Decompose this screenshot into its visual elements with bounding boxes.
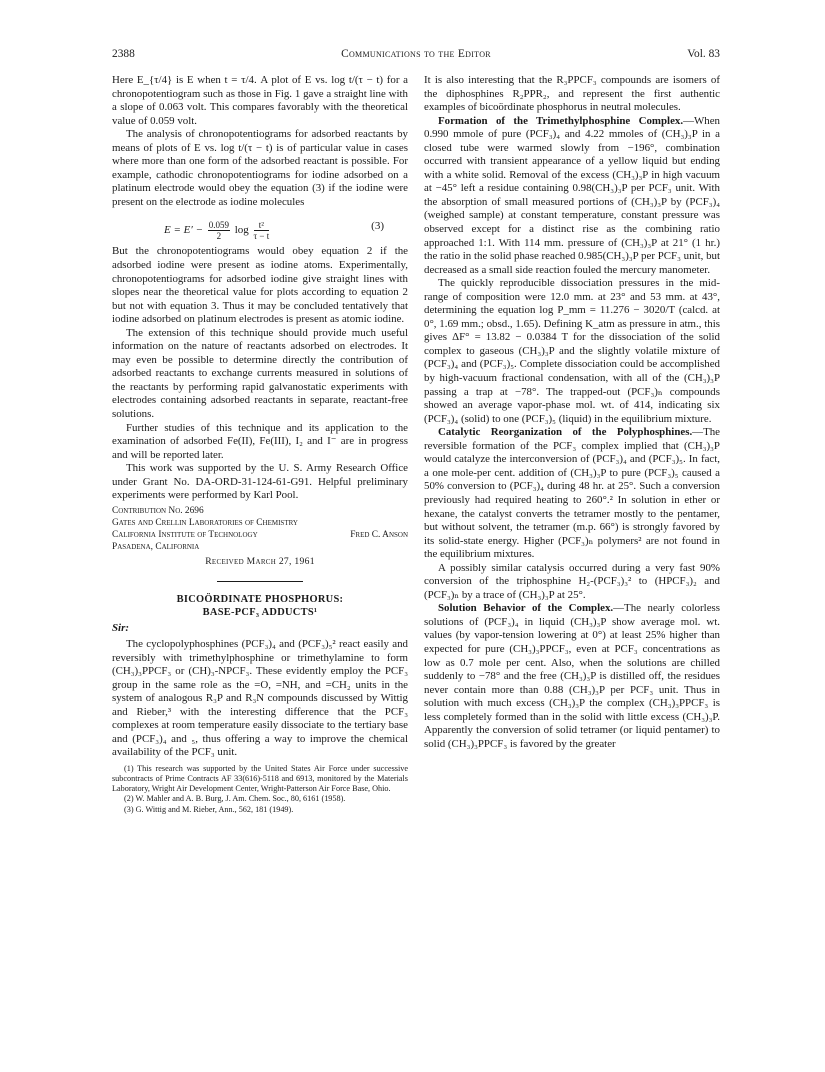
paragraph: [424, 602, 720, 751]
paragraph: [424, 426, 720, 561]
equation-fraction: [254, 220, 270, 241]
right-column: [424, 74, 720, 751]
paragraph: The quickly reproducible dissociation pressures in the mid-range of composition were 12.0 mm. at 23° and 53 mm. at 43°, determining the equation log P_mm = 11.276 − 3020/T (calcd. at 0°, 1.69 mm.; obsd., 1.65). Defining K_atm as pressure in atm., this gives ΔF° = 13.82 − 0.0384 T for the dissociation of the solid complex to gaseous (CH₃)₃P and the slightly volatile mixture of (PCF₃)₄ and (PCF₃)₅. Complete dissociation could be accomplished by high-vacuum fractional condensation, with all of the (CH₃)₃P passing a trap at −78°. The trapped-out (PCF₃)ₙ compounds showed an average vapor-phase mol. wt. of 414, indicating six (PCF₃)₄ (solid) to one (PCF₃)₅ (liquid) in the equilibrium mixture.: [424, 277, 720, 425]
paragraph: The analysis of chronopotentiograms for adsorbed reactants by means of plots of E vs. log t/(τ − t) is of particular value in cases where more than one form of the adsorbed reactant is possible. For example, cathodic chronopotentiograms for iodine adsorbed on a platinum electrode would obey the equation (3) if the iodine were present on the electrode as iodine molecules: [112, 128, 408, 208]
equation-body: [164, 220, 271, 241]
author-name: Fred C. Anson: [350, 529, 408, 540]
paragraph-text: —When 0.990 mmole of pure (PCF₃)₄ and 4.22 mmoles of (CH₃)₃P in a closed tube were warmed slowly from −196°, combination occurred with transient appearance of a yellow liquid but ending with a white solid. Removal of the excess (CH₃)₃P in high vacuum at −45° left a residue containing 0.98(CH₃)₃P per PCF₃ unit. With the absorption of small measured portions of (CH₃)₃P by (PCF₃)₄ (weighed sample) at constant temperature, constant pressure was observed except for a distinct rise as the combining ratio approached 1:1. With 114 mm. pressure of (CH₃)₃P at 21° (1 hr.) the ratio in the solid phase reached 0.985(CH₃)₃P per PCF₃ unit, but decreased as a small side reaction fouled the mercury manometer.: [424, 114, 720, 276]
paragraph: Here E_{τ/4} is E when t = τ/4. A plot of E vs. log t/(τ − t) for a chronopotentiogram such as those in Fig. 1 gave a straight line with a slope of 0.063 volt. This compares favorably with the theoretical value of 0.059 volt.: [112, 74, 408, 127]
city: Pasadena, California: [112, 541, 200, 552]
section-divider: [217, 581, 303, 582]
journal-section-title: Communications to the Editor: [341, 48, 491, 60]
page-number: 2388: [112, 48, 135, 60]
footnote-1: (1) This research was supported by the United States Air Force under successive subcontracts of Prime Contracts AF 33(616)-5118 and 6913, monitored by the Materials Laboratory, Wright Air Development Center, Wright-Patterson Air Force Base, Ohio.: [112, 763, 408, 794]
section-heading: Catalytic Reorganization of the Polyphosphines.: [438, 426, 693, 439]
paragraph-text: —The nearly colorless solutions of (PCF₃)₄ in liquid (CH₃)₃P show average mol. wt. values (by vapor-tension lowering at 0°) at least 25% higher than expected for pure (CH₃)₃PPCF₃, even at PCF₃ concentrations as low as 0.7 mole per cent. Also, when the solutions are chilled suddenly to −78° and the free (CH₃)₃P is distilled off, the residues never contain more than 0.88 (CH₃)₃P per PCF₃ unit. Thus in solution with much excess (CH₃)₃P the complex (CH₃)₃PPCF₃ is less completely formed than in the solid with little excess (CH₃)₃P. Apparently the conversion of solid tetramer (or liquid pentamer) to solid (CH₃)₃PPCF₃ is favored by the greater: [424, 602, 720, 750]
left-column: [112, 74, 408, 815]
coefficient-denominator: 2: [216, 231, 222, 242]
affiliation-block: [112, 505, 408, 553]
fraction-numerator: t²: [254, 220, 270, 231]
footnote-2: (2) W. Mahler and A. B. Burg, J. Am. Chem. Soc., 80, 6161 (1958).: [124, 794, 346, 804]
received-date: Received March 27, 1961: [205, 555, 315, 567]
article-title: [112, 594, 408, 619]
paragraph: A possibly similar catalysis occurred during a very fast 90% conversion of the triphosphine H₂-(PCF₃)₃² to (HPCF₃)₂ and (PCF₃)ₙ by a trace of (CH₃)₃P at 25°.: [424, 561, 720, 601]
institute-name: California Institute of Technology: [112, 529, 258, 540]
paragraph: Further studies of this technique and its application to the examination of adsorbed Fe(II), Fe(III), I₂ and I⁻ are in progress and will be reported later.: [112, 421, 408, 461]
equation-3: [112, 213, 408, 243]
laboratory-name: Gates and Crellin Laboratories of Chemistry: [112, 517, 298, 528]
equation-log: log: [234, 224, 249, 237]
section-heading: Solution Behavior of the Complex.: [438, 602, 614, 615]
coefficient-numerator: 0.059: [208, 220, 229, 231]
paragraph-text: —The reversible formation of the PCF₃ complex implied that (CH₃)₃P would catalyze the interconversion of (PCF₃)₄ and (PCF₃)₅. In fact, a one mole-per cent. addition of (CH₃)₃P to pure (PCF₃)₅ caused a 50% conversion to (PCF₃)₄ during 48 hr. at 25°. Such a conversion previously had required heating to 260°.² In solution in ether or hexane, the catalyst converts the tetramer mostly to the pentamer, but without solvent, the tetramer (m.p. 66°) is strongly favored by its solid-state energy. Higher (PCF₃)ₙ polymers² are not found in the equilibrium mixtures.: [424, 426, 720, 561]
footnotes: [112, 764, 408, 815]
title-line-1: BICOÖRDINATE PHOSPHORUS:: [176, 594, 344, 606]
salutation: Sir:: [112, 622, 129, 635]
paragraph: This work was supported by the U. S. Army Research Office under Grant No. DA-ORD-31-124-61-G91. Helpful preliminary experiments were performed by Karl Pool.: [112, 462, 408, 502]
equation-lhs: E = E′ −: [164, 224, 203, 237]
paragraph: It is also interesting that the R₃PPCF₃ compounds are isomers of the diphosphines R₂PPR₂, and represent the first authentic examples of bicoördinate phosphorus in neutral molecules.: [424, 74, 720, 114]
footnote-3: (3) G. Wittig and M. Rieber, Ann., 562, 181 (1949).: [124, 804, 294, 814]
equation-coefficient: [208, 220, 230, 241]
paragraph: But the chronopotentiograms would obey equation 2 if the adsorbed iodine were present as iodine atoms. Experimentally, chronopotentiograms for adsorbed iodine give straight lines with slopes near the theoretical value for plots according to equation 2 but not with equation 3. Thus it may be concluded tentatively that iodine adsorbed on platinum electrodes is present as atomic iodine.: [112, 245, 408, 326]
fraction-denominator: τ − t: [253, 231, 270, 242]
paragraph: [424, 115, 720, 278]
paragraph: The cyclopolyphosphines (PCF₃)₄ and (PCF₃)₅² react easily and reversibly with trimethylphosphine or trimethylamine to form (CH₃)₃PPCF₃ or (CH)₃-NPCF₃. These evidently employ the PCF₃ group in the same role as the =O, =NH, and =CH₂ units in the system of analogous R₃P and R₃N compounds discussed by Wittig and Rieber,³ with the interesting difference that the PCF₃ complexes at room temperature easily dissociate to the tertiary base and (PCF₃)₄ and ₅, thus offering a way to improve the chemical availability of the PCF₃ unit.: [112, 637, 408, 759]
volume-label: Vol. 83: [687, 48, 720, 60]
title-line-2: BASE-PCF₃ ADDUCTS¹: [202, 606, 318, 618]
running-head: [112, 46, 720, 62]
contribution-number: Contribution No. 2696: [112, 505, 204, 516]
section-heading: Formation of the Trimethylphosphine Complex.: [438, 114, 684, 127]
equation-number: (3): [371, 220, 384, 233]
paragraph: The extension of this technique should provide much useful information on the nature of reactants adsorbed on electrodes. It may even be possible to determine directly the contribution of adsorbed reactants to exchange currents measured in solutions of the reactants by performing rapid galvanostatic experiments with electrodes containing adsorbed reactants in separate, reactant-free solutions.: [112, 326, 408, 421]
